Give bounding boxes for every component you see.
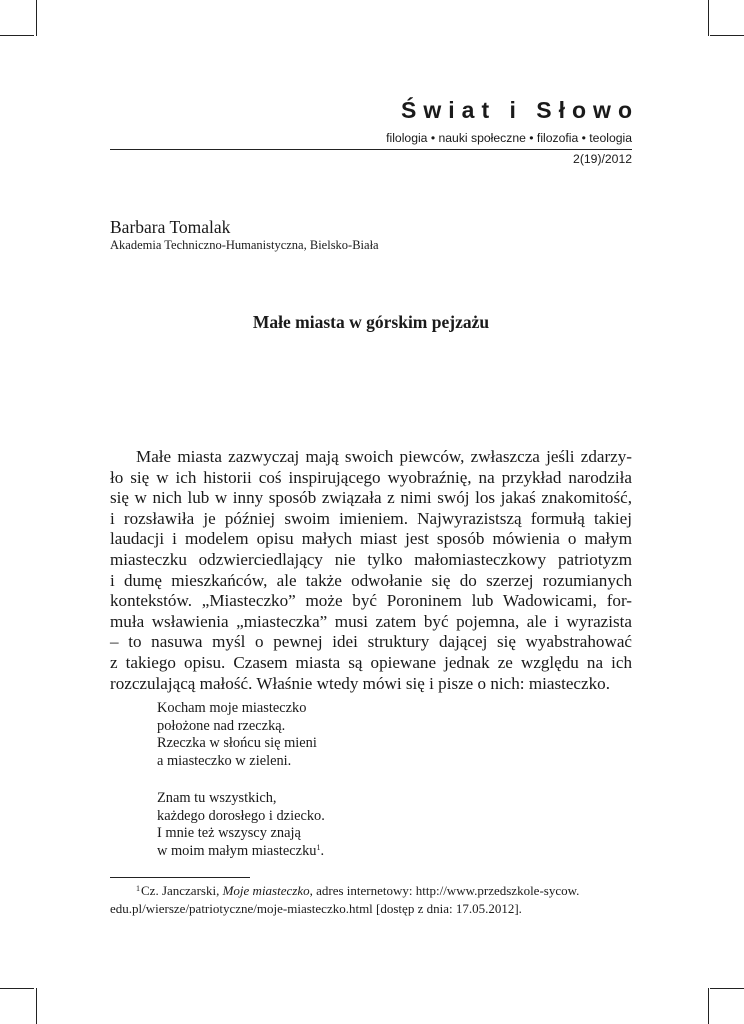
journal-title: Świat i Słowo <box>401 97 639 123</box>
crop-mark <box>36 988 37 1024</box>
footnote-author: Cz. Janczarski, <box>141 883 223 898</box>
body-line: rozczulającą małość. Właśnie wtedy mówi się i pisze o nich: miasteczko. <box>110 673 610 693</box>
poem-line: Rzeczka w słońcu się mieni <box>157 735 317 752</box>
issue-number: 2(19)/2012 <box>573 152 632 166</box>
poem-line-text: w moim małym miasteczku <box>157 843 317 860</box>
journal-subtitle: filologia • nauki społeczne • filozofia • teologia <box>386 131 632 145</box>
poem-line: położone nad rzeczką. <box>157 717 286 734</box>
footnote <box>110 882 634 918</box>
body-line: – to nasuwa myśl o pewnej idei struktury dającej się wyabstrahować <box>110 632 632 652</box>
poem-line: Kocham moje miasteczko <box>157 700 307 716</box>
body-line: muła wsławienia „miasteczka” musi zatem być pojemna, ale i wyrazista <box>110 611 632 631</box>
crop-mark <box>708 988 709 1024</box>
poem-stanza <box>157 700 317 771</box>
body-line: laudacji i modelem opisu małych miast jest sposób mówienia o małym <box>110 529 632 549</box>
header-rule <box>110 149 632 150</box>
body-paragraph <box>110 447 632 694</box>
body-line: i rozsławiła je później swoim imieniem. Najwyrazistszą formułą takiej <box>110 508 632 528</box>
crop-mark <box>0 35 34 36</box>
body-line: miasteczku odzwierciedlający nie tylko małomiasteczkowy patriotyzm <box>110 549 632 569</box>
body-line: ło się w ich historii coś inspirującego wyobraźnię, na przykład narodziła <box>110 467 632 487</box>
body-line: i dumę mieszkańców, ale także odwołanie się do szerzej rozumianych <box>110 570 632 590</box>
crop-mark <box>36 0 37 36</box>
body-line: z takiego opisu. Czasem miasta są opiewane jednak ze względu na ich <box>110 652 632 672</box>
poem-line: a miasteczko w zieleni. <box>157 753 292 770</box>
poem-stanza <box>157 790 325 861</box>
body-line: się w nich lub w inny sposób związała z nimi swój los jakaś znakomitość, <box>110 488 632 508</box>
author-affiliation: Akademia Techniczno-Humanistyczna, Bielsko-Biała <box>110 238 379 252</box>
crop-mark <box>0 988 34 989</box>
crop-mark <box>708 0 709 36</box>
poem-line: I mnie też wszyscy znają <box>157 825 301 842</box>
footnote-line <box>110 882 634 900</box>
footnote-rule <box>110 877 250 878</box>
poem-line: każdego dorosłego i dziecko. <box>157 807 325 824</box>
footnote-reference[interactable]: 1 <box>316 843 321 853</box>
footnote-text: , adres internetowy: http://www.przedszkole-sycow. <box>309 883 580 898</box>
author-name: Barbara Tomalak <box>110 217 231 237</box>
crop-mark <box>710 35 744 36</box>
crop-mark <box>710 988 744 989</box>
footnote-mark: 1 <box>136 884 140 893</box>
article-title: Małe miasta w górskim pejzażu <box>252 312 490 332</box>
body-line: kontekstów. „Miasteczko” może być Poroninem lub Wadowicami, for- <box>110 591 632 611</box>
footnote-url-line: edu.pl/wiersze/patriotyczne/moje-miasteczko.html [dostęp z dnia: 17.05.2012]. <box>110 901 522 916</box>
footnote-work-title: Moje miasteczko <box>222 883 310 898</box>
poem-line: Znam tu wszystkich, <box>157 790 277 806</box>
body-line: Małe miasta zazwyczaj mają swoich piewców, zwłaszcza jeśli zdarzy- <box>136 447 632 466</box>
poem-line: w moim małym miasteczku$^1$. <box>157 843 325 860</box>
